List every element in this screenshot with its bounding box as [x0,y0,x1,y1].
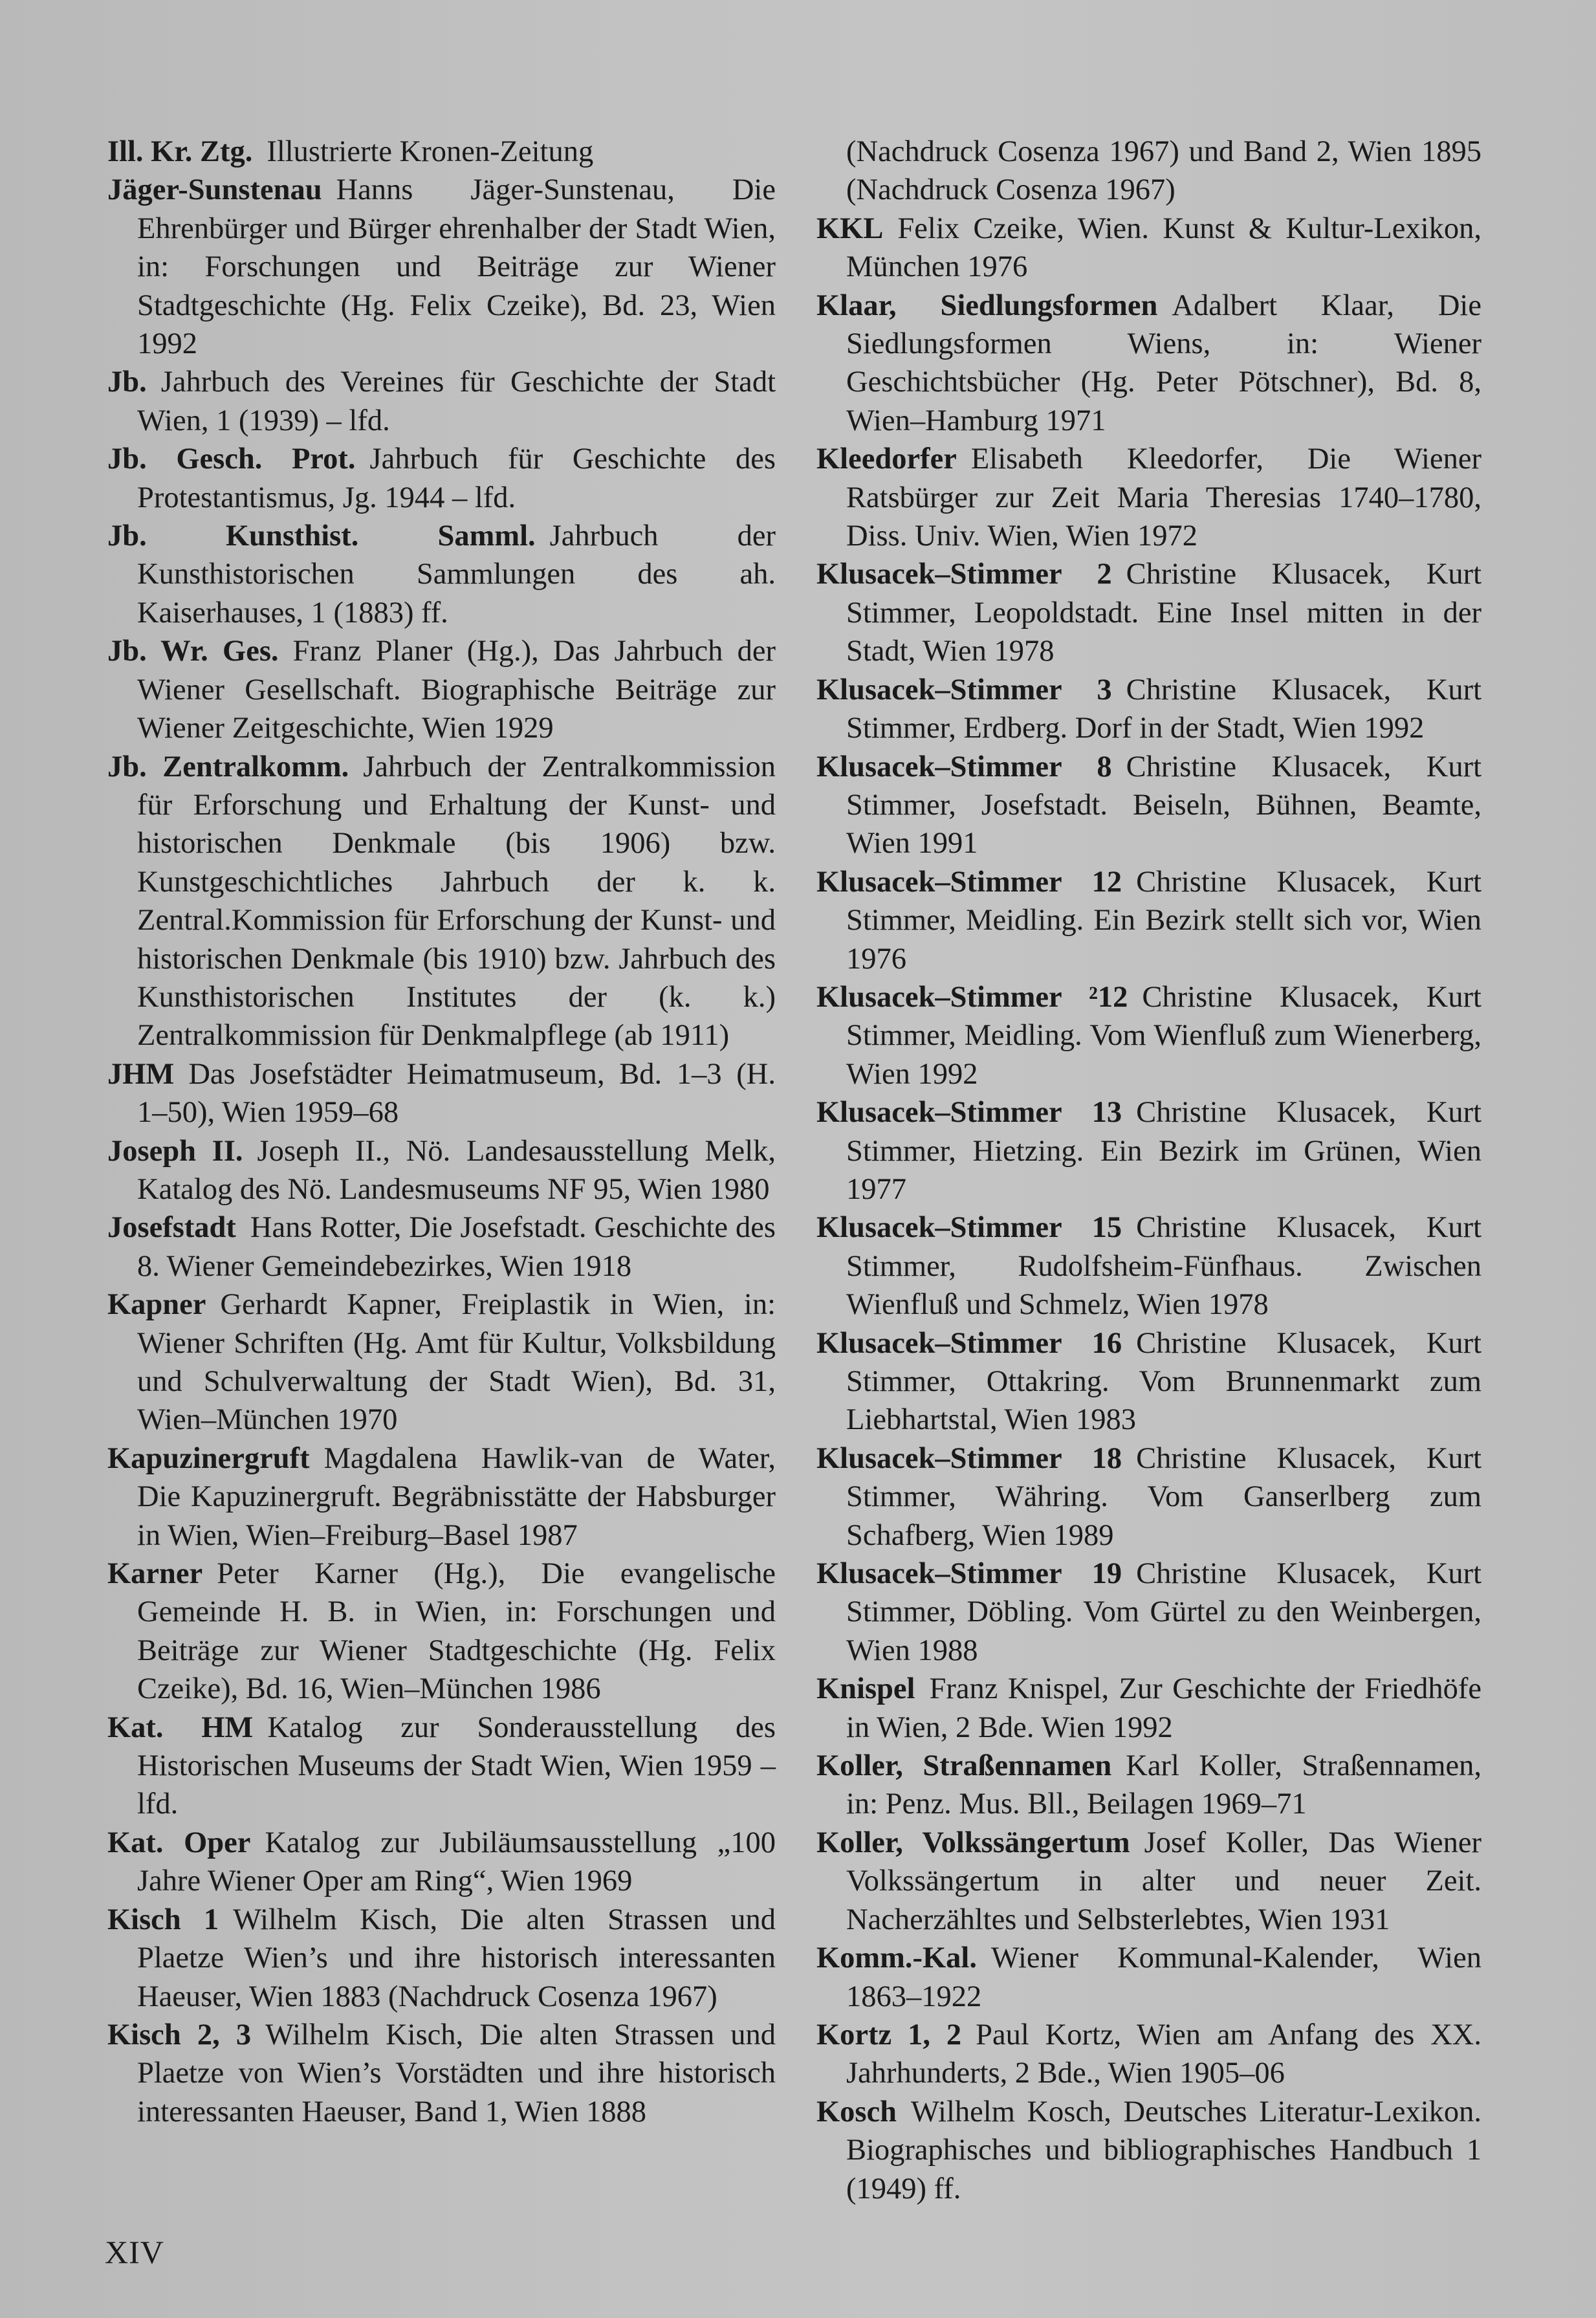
entry-reference: Illustrierte Kronen-Zeitung [267,135,594,168]
entry-abbreviation: Karner [107,1557,203,1591]
entry-reference: Josef Koller, Das Wiener Volkssängertum in alter und neuer Zeit. Nacherzähltes und Selbsterlebtes, Wien 1931 [846,1826,1481,1936]
bibliography-entry [816,748,1481,863]
entry-abbreviation: Koller, Volkssängertum [816,1826,1130,1859]
entry-reference: Christine Klusacek, Kurt Stimmer, Rudolfsheim-Fünfhaus. Zwischen Wienfluß und Schmelz, Wien 1978 [846,1211,1482,1322]
bibliography-entry [816,978,1481,1093]
entry-reference: Joseph II., Nö. Landesausstellung Melk, Katalog des Nö. Landesmuseums NF 95, Wien 1980 [137,1134,776,1206]
entry-abbreviation: Kisch 2, 3 [107,2018,252,2051]
entry-reference: Christine Klusacek, Kurt Stimmer, Währing. Vom Ganserlberg zum Schafberg, Wien 1989 [846,1441,1482,1552]
bibliography-entry [107,1132,776,1209]
right-column [816,133,1481,2208]
entry-abbreviation: Kapner [107,1288,206,1322]
entry-reference: Christine Klusacek, Kurt Stimmer, Ottakring. Vom Brunnenmarkt zum Liebhartstal, Wien 1983 [846,1326,1482,1437]
entry-abbreviation: Jb. Zentralkomm. [107,750,349,783]
bibliography-entry [107,1824,776,1901]
entry-reference: Jahrbuch des Vereines für Geschichte der Stadt Wien, 1 (1939) – lfd. [137,366,776,437]
entry-abbreviation: Klusacek–Stimmer 13 [816,1096,1122,1130]
entry-abbreviation: Klusacek–Stimmer ²12 [816,980,1128,1014]
entry-reference: Elisabeth Kleedorfer, Die Wiener Ratsbürger zur Zeit Maria Theresias 1740–1780, Diss. Univ. Wien, Wien 1972 [846,443,1481,553]
bibliography-entry [107,171,776,363]
entry-abbreviation: Klusacek–Stimmer 3 [816,673,1112,706]
bibliography-entry [816,555,1481,670]
bibliography-entry [107,1709,776,1824]
bibliography-entry [107,133,776,171]
entry-reference: Christine Klusacek, Kurt Stimmer, Meidling. Vom Wienfluß zum Wienerberg, Wien 1992 [846,980,1481,1091]
bibliography-entry [816,1208,1481,1324]
entry-reference: Katalog zur Jubiläumsausstellung „100 Jahre Wiener Oper am Ring“, Wien 1969 [137,1826,776,1898]
bibliography-entry [816,863,1481,978]
entry-abbreviation: Kat. Oper [107,1826,251,1859]
entry-reference: Gerhardt Kapner, Freiplastik in Wien, in: Wiener Schriften (Hg. Amt für Kultur, Volksbildung und Schulverwaltung der Stadt Wien), Bd. 31, Wien–München 1970 [137,1288,776,1437]
entry-reference: Karl Koller, Straßennamen, in: Penz. Mus. Bll., Beilagen 1969–71 [846,1749,1481,1821]
entry-abbreviation: Klusacek–Stimmer 8 [816,750,1112,783]
bibliography-entry [816,287,1481,441]
entry-reference: Christine Klusacek, Kurt Stimmer, Döbling. Vom Gürtel zu den Weinbergen, Wien 1988 [846,1557,1482,1667]
bibliography-entry [107,1439,776,1555]
bibliography-entry [816,1670,1481,1747]
bibliography-entry [107,2016,776,2131]
bibliography-entry [816,1939,1481,2016]
bibliography-entry [107,1555,776,1709]
entry-abbreviation: Joseph II. [107,1134,243,1168]
entry-abbreviation: Jb. [107,366,147,399]
entry-abbreviation: Kisch 1 [107,1903,219,1936]
bibliography-entry [816,2016,1481,2093]
entry-abbreviation: Klusacek–Stimmer 18 [816,1441,1122,1475]
entry-abbreviation: Klusacek–Stimmer 19 [816,1557,1122,1591]
entry-abbreviation: Klusacek–Stimmer 16 [816,1326,1122,1360]
bibliography-entry [816,1093,1481,1208]
bibliography-entry [816,671,1481,748]
entry-reference: Franz Planer (Hg.), Das Jahrbuch der Wiener Gesellschaft. Biographische Beiträge zur Wiener Zeitgeschichte, Wien 1929 [137,635,776,745]
continuation-entry: (Nachdruck Cosenza 1967) und Band 2, Wien 1895 (Nachdruck Cosenza 1967) [846,135,1481,207]
entry-abbreviation: Jb. Gesch. Prot. [107,443,356,476]
bibliography-entry [816,1824,1481,1939]
entry-abbreviation: KKL [816,212,884,245]
bibliography-entry [816,1439,1481,1555]
bibliography-entry [107,632,776,747]
left-column [107,133,776,2131]
entry-abbreviation: Klusacek–Stimmer 15 [816,1211,1122,1245]
entry-reference: Adalbert Klaar, Die Siedlungsformen Wiens, in: Wiener Geschichtsbücher (Hg. Peter Pötschner), Bd. 8, Wien–Hamburg 1971 [846,289,1481,437]
entry-reference: Jahrbuch der Zentralkommission für Erforschung und Erhaltung der Kunst- und historischen Denkmale (bis 1906) bzw. Kunstgeschichtliches Jahrbuch der k. k. Zentral.Kommission für Erforschung der Kunst- und historischen Denkmale (bis 1910) bzw. Jahrbuch des Kunsthistorischen Institutes der (k. k.) Zentralkommission für Denkmalpflege (ab 1911) [137,750,776,1053]
bibliography-entry [107,1055,776,1132]
entry-abbreviation: Klusacek–Stimmer 12 [816,865,1122,899]
entry-abbreviation: JHM [107,1057,175,1091]
bibliography-entry [816,440,1481,555]
entry-abbreviation: Kat. HM [107,1711,254,1744]
entry-reference: Magdalena Hawlik-van de Water, Die Kapuzinergruft. Begräbnisstätte der Habsburger in Wien, Wien–Freiburg–Basel 1987 [137,1441,776,1552]
entry-reference: Christine Klusacek, Kurt Stimmer, Erdberg. Dorf in der Stadt, Wien 1992 [846,673,1482,745]
entry-reference: Jahrbuch für Geschichte des Protestantismus, Jg. 1944 – lfd. [137,443,776,514]
entry-reference: Christine Klusacek, Kurt Stimmer, Hietzing. Ein Bezirk im Grünen, Wien 1977 [846,1096,1482,1206]
entry-abbreviation: Klusacek–Stimmer 2 [816,558,1112,591]
entry-reference: Wiener Kommunal-Kalender, Wien 1863–1922 [846,1941,1481,2013]
entry-reference: Wilhelm Kosch, Deutsches Literatur-Lexikon. Biographisches und bibliographisches Handbuch 1 (1949) ff. [846,2095,1481,2205]
entry-reference: Hanns Jäger-Sunstenau, Die Ehrenbürger und Bürger ehrenhalber der Stadt Wien, in: Forschungen und Beiträge zur Wiener Stadtgeschichte (Hg. Felix Czeike), Bd. 23, Wien 1992 [137,173,776,361]
entry-abbreviation: Komm.-Kal. [816,1941,977,1975]
bibliography-entry [107,748,776,1055]
entry-reference: Jahrbuch der Kunsthistorischen Sammlungen des ah. Kaiserhauses, 1 (1883) ff. [137,519,776,629]
entry-abbreviation: Ill. Kr. Ztg. [107,135,253,168]
entry-abbreviation: Jb. Wr. Ges. [107,635,279,668]
entry-abbreviation: Jäger-Sunstenau [107,173,322,207]
entry-abbreviation: Knispel [816,1672,915,1706]
entry-reference: Christine Klusacek, Kurt Stimmer, Josefstadt. Beiseln, Bühnen, Beamte, Wien 1991 [846,750,1482,860]
bibliography-entry [816,1324,1481,1439]
bibliography-entry [816,2093,1481,2208]
entry-reference: Felix Czeike, Wien. Kunst & Kultur-Lexikon, München 1976 [846,212,1481,284]
entry-abbreviation: Jb. Kunsthist. Samml. [107,519,536,553]
entry-reference: Christine Klusacek, Kurt Stimmer, Meidling. Ein Bezirk stellt sich vor, Wien 1976 [846,865,1482,976]
entry-abbreviation: Kleedorfer [816,443,957,476]
bibliography-entry [816,210,1481,287]
entry-reference: Hans Rotter, Die Josefstadt. Geschichte des 8. Wiener Gemeindebezirkes, Wien 1918 [137,1211,776,1283]
bibliography-entry [107,440,776,517]
bibliography-entry [107,1901,776,2016]
entry-reference: Franz Knispel, Zur Geschichte der Friedhöfe in Wien, 2 Bde. Wien 1992 [846,1672,1481,1744]
entry-reference: Wilhelm Kisch, Die alten Strassen und Plaetze Wien’s und ihre historisch interessanten Haeuser, Wien 1883 (Nachdruck Cosenza 1967) [137,1903,776,2013]
bibliography-entry [816,1555,1481,1670]
entry-reference: Das Josefstädter Heimatmuseum, Bd. 1–3 (H. 1–50), Wien 1959–68 [137,1057,776,1130]
bibliography-entry [107,1208,776,1285]
entry-reference: Katalog zur Sonderausstellung des Historischen Museums der Stadt Wien, Wien 1959 – lfd. [137,1711,776,1821]
entry-reference: Peter Karner (Hg.), Die evangelische Gemeinde H. B. in Wien, in: Forschungen und Beiträge zur Wiener Stadtgeschichte (Hg. Felix Czeike), Bd. 16, Wien–München 1986 [137,1557,776,1706]
bibliography-entry [107,1285,776,1439]
entry-reference: Christine Klusacek, Kurt Stimmer, Leopoldstadt. Eine Insel mitten in der Stadt, Wien 1978 [846,558,1482,668]
entry-abbreviation: Kosch [816,2095,897,2128]
bibliography-entry [107,363,776,440]
page-number: XIV [105,2234,164,2270]
entry-abbreviation: Koller, Straßennamen [816,1749,1112,1783]
entry-abbreviation: Kapuzinergruft [107,1441,310,1475]
entry-abbreviation: Klaar, Siedlungsformen [816,289,1158,322]
entry-abbreviation: Kortz 1, 2 [816,2018,962,2051]
entry-reference: Wilhelm Kisch, Die alten Strassen und Plaetze von Wien’s Vorstädten und ihre historisch interessanten Haeuser, Band 1, Wien 1888 [137,2018,776,2128]
entry-reference: Paul Kortz, Wien am Anfang des XX. Jahrhunderts, 2 Bde., Wien 1905–06 [846,2018,1481,2090]
entry-abbreviation: Josefstadt [107,1211,236,1245]
bibliography-entry [816,1747,1481,1824]
bibliography-entry [107,517,776,632]
